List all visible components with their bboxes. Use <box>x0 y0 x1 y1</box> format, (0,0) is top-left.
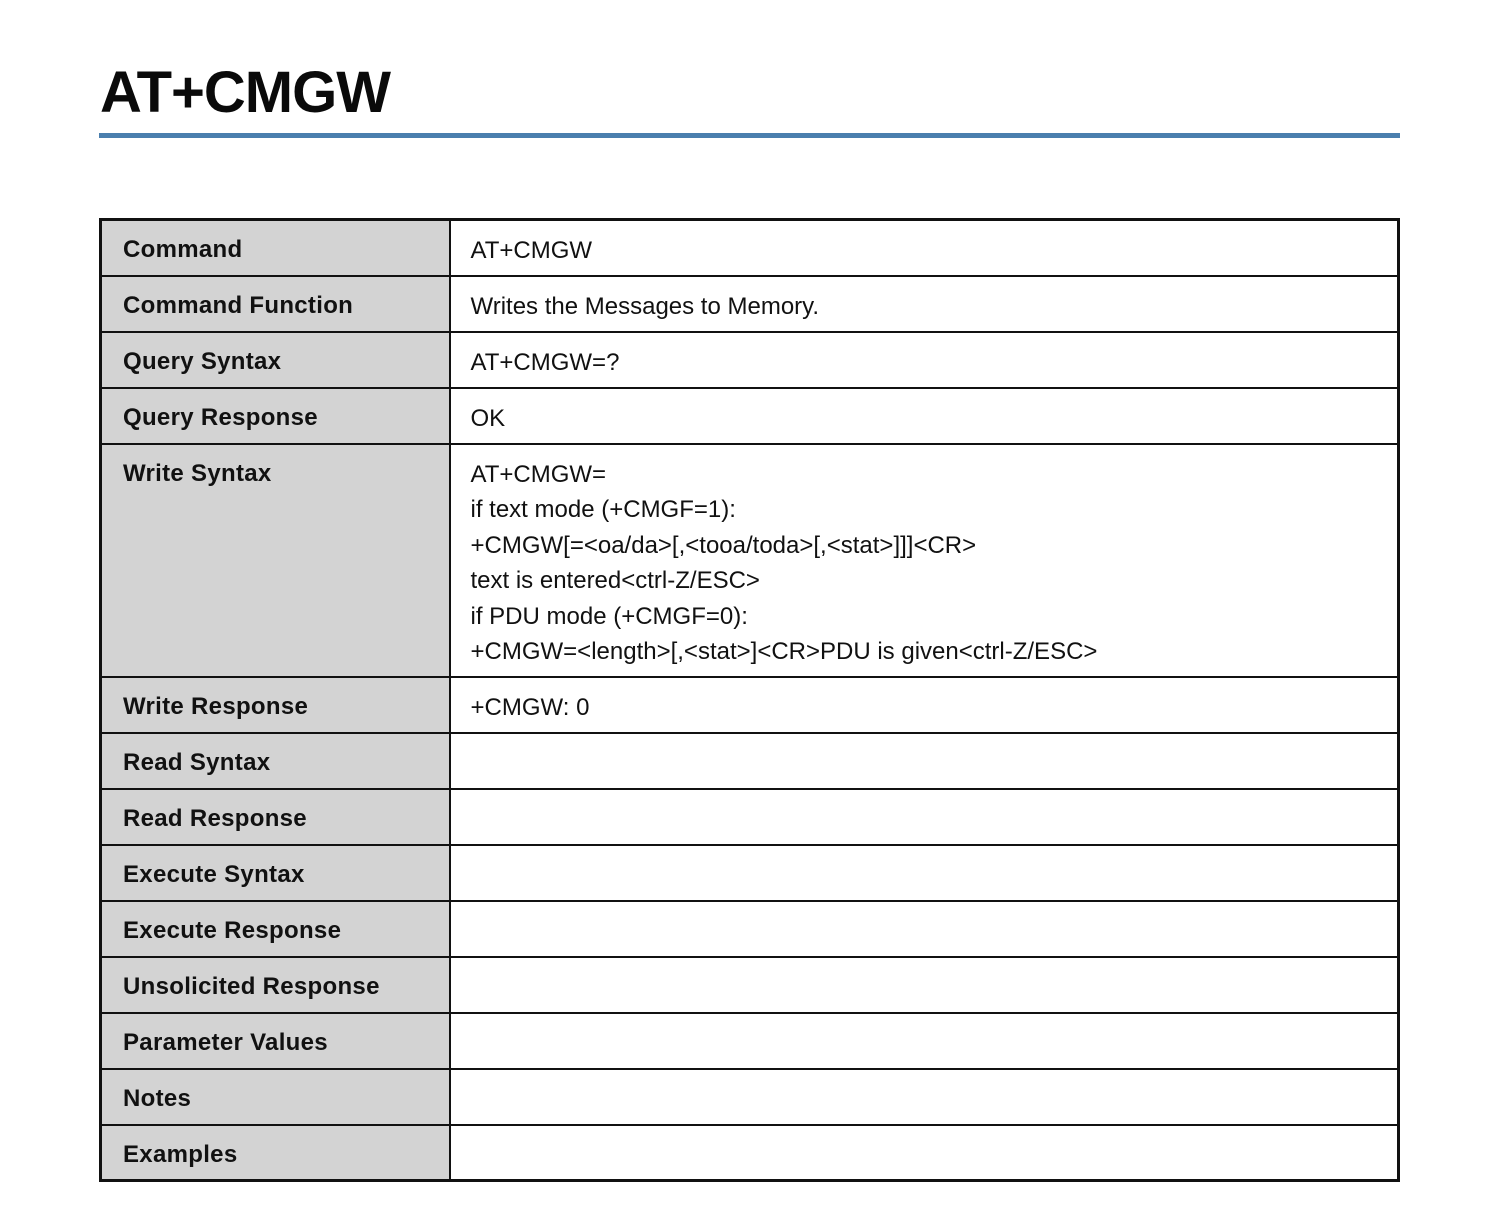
row-label: Command Function <box>101 276 450 332</box>
row-label: Write Syntax <box>101 444 450 677</box>
row-value <box>450 1125 1399 1181</box>
table-row <box>101 1013 1399 1069</box>
value-line: +CMGW: 0 <box>470 693 590 721</box>
row-label: Query Syntax <box>101 332 450 388</box>
table-row <box>101 789 1399 845</box>
row-value <box>450 1069 1399 1125</box>
table-row <box>101 1069 1399 1125</box>
row-value <box>450 444 1399 677</box>
value-line: AT+CMGW <box>470 237 593 264</box>
row-value <box>450 276 1399 332</box>
value-line: +CMGW=<length>[,<stat>]<CR>PDU is given<ctrl-Z/ESC> <box>470 638 1098 665</box>
page-title: AT+CMGW <box>100 60 390 125</box>
row-value <box>450 388 1399 444</box>
table-row <box>101 677 1399 733</box>
row-label: Read Syntax <box>101 733 450 789</box>
table-row <box>101 901 1399 957</box>
table-row <box>101 332 1399 388</box>
row-label: Execute Response <box>101 901 450 957</box>
value-line: OK <box>470 404 506 432</box>
row-value <box>450 1013 1399 1069</box>
row-label: Write Response <box>101 677 450 733</box>
value-line: +CMGW[=<oa/da>[,<tooa/toda>[,<stat>]]]<CR> <box>470 531 977 559</box>
table-row <box>101 957 1399 1013</box>
row-label: Examples <box>101 1125 450 1181</box>
table-row <box>101 276 1399 332</box>
row-value <box>450 332 1399 388</box>
table-row <box>101 1125 1399 1181</box>
row-value <box>450 957 1399 1013</box>
table-row <box>101 388 1399 444</box>
value-line: text is entered<ctrl-Z/ESC> <box>470 567 760 594</box>
row-label: Unsolicited Response <box>101 957 450 1013</box>
row-value <box>450 220 1399 276</box>
row-value <box>450 733 1399 789</box>
value-line: Writes the Messages to Memory. <box>470 292 820 320</box>
row-value <box>450 845 1399 901</box>
value-line: AT+CMGW=? <box>470 348 620 376</box>
row-label: Command <box>101 220 450 276</box>
row-value <box>450 789 1399 845</box>
title-divider <box>99 133 1400 138</box>
value-line: AT+CMGW= <box>470 460 607 488</box>
row-label: Query Response <box>101 388 450 444</box>
table-row <box>101 220 1399 276</box>
row-label: Parameter Values <box>101 1013 450 1069</box>
row-label: Execute Syntax <box>101 845 450 901</box>
table-row <box>101 845 1399 901</box>
row-label: Read Response <box>101 789 450 845</box>
row-value <box>450 677 1399 733</box>
row-label: Notes <box>101 1069 450 1125</box>
command-table <box>99 218 1400 1182</box>
table-row <box>101 444 1399 677</box>
table-row <box>101 733 1399 789</box>
value-line: if text mode (+CMGF=1): <box>470 496 736 523</box>
row-value <box>450 901 1399 957</box>
value-line: if PDU mode (+CMGF=0): <box>470 602 748 630</box>
